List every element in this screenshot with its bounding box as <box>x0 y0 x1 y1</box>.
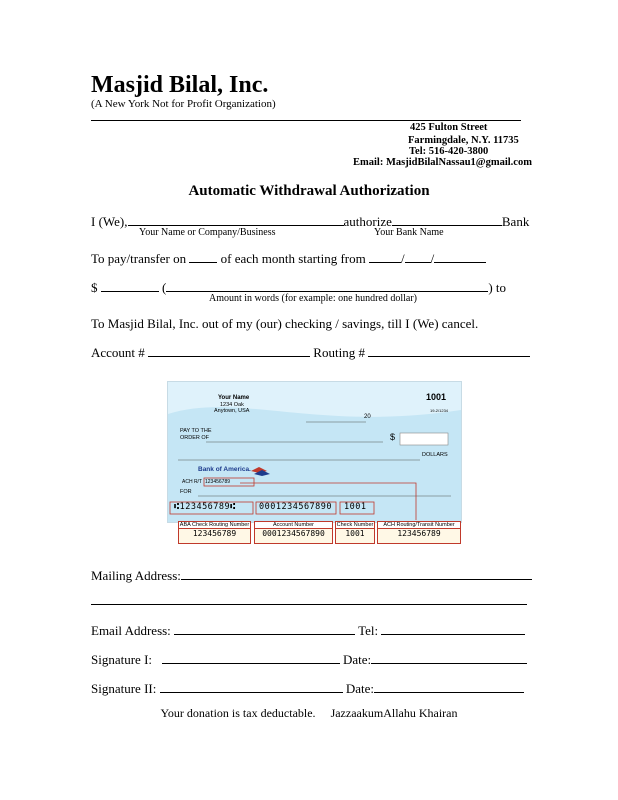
micr-routing: ⑆123456789⑆ <box>174 502 236 512</box>
authorization-statement: To Masjid Bilal, Inc. out of my (our) checking / savings, till I (We) cancel. <box>91 316 479 331</box>
label-ach-routing-title: ACH Routing/Transit Number <box>378 522 460 529</box>
amount-words-field[interactable] <box>166 279 488 292</box>
date-2-field[interactable] <box>374 680 524 693</box>
header-rule <box>91 120 521 121</box>
line3-end: ) to <box>488 280 507 295</box>
check-number: 1001 <box>426 392 447 402</box>
label-ach-routing-value: 123456789 <box>397 529 441 538</box>
email-field[interactable] <box>174 622 355 635</box>
line2-prefix: To pay/transfer on <box>91 251 187 266</box>
day-of-month-field[interactable] <box>189 250 217 263</box>
label-account-number <box>254 521 333 544</box>
check-account-holder: Your Name <box>218 395 250 401</box>
pay-transfer-line: To pay/transfer on of each month starting from / / <box>91 250 486 267</box>
email-tel-line <box>91 622 525 639</box>
dollar-prefix: $ <box>91 280 98 295</box>
line2-mid: of each month starting from <box>220 251 366 266</box>
date-2-label: Date: <box>345 681 374 696</box>
check-fraction: 19-2/1234 <box>430 408 449 413</box>
check-for: FOR <box>180 489 192 495</box>
check-dollars: DOLLARS <box>422 452 448 458</box>
start-month-field[interactable] <box>369 250 401 263</box>
label-account-number-title: Account Number <box>255 522 332 529</box>
check-background <box>168 382 461 522</box>
label-check-number-value: 1001 <box>345 529 365 538</box>
routing-number-field[interactable] <box>368 344 530 357</box>
form-title: Automatic Withdrawal Authorization <box>188 183 430 199</box>
start-year-field[interactable] <box>434 250 486 263</box>
micr-account: 0001234567890 <box>259 502 333 512</box>
signature-1-line <box>91 651 527 668</box>
check-street: 1234 Oak <box>220 402 244 408</box>
label-aba-routing-value: 123456789 <box>192 529 237 538</box>
check-dollar-sign: $ <box>390 432 396 442</box>
footer-tax-note: Your donation is tax deductable. <box>160 706 316 720</box>
micr-check: 1001 <box>344 502 367 512</box>
your-name-field[interactable] <box>128 213 344 226</box>
signature-2-field[interactable] <box>160 680 343 693</box>
account-routing-line <box>91 344 530 361</box>
line1-prefix: I (We), <box>91 214 128 229</box>
check-pay-to: PAY TO THE <box>180 428 212 434</box>
signature-2-line <box>91 680 524 697</box>
line1-end: Bank <box>501 214 530 229</box>
hint-your-name: Your Name or Company/Business <box>139 227 276 238</box>
footer <box>0 706 618 721</box>
org-name: Masjid Bilal, Inc. <box>91 72 269 98</box>
bank-logo: Bank of America. <box>198 466 251 473</box>
label-aba-routing-title: ABA Check Routing Number <box>179 522 250 528</box>
tel-label: Tel: <box>358 623 379 638</box>
label-aba-routing <box>178 521 251 544</box>
line1-mid: authorize <box>343 214 392 229</box>
date-1-field[interactable] <box>371 651 527 664</box>
org-subtitle: (A New York Not for Profit Organization) <box>91 98 276 110</box>
label-check-number <box>335 521 375 544</box>
date-1-label: Date: <box>343 652 372 667</box>
routing-label: Routing # <box>313 345 365 360</box>
org-address-street: 425 Fulton Street <box>410 122 488 133</box>
amount-number-field[interactable] <box>101 279 159 292</box>
amount-line: $ ( ) to <box>91 280 507 295</box>
check-ach-label: ACH R/T <box>182 479 202 485</box>
account-number-field[interactable] <box>148 344 310 357</box>
label-account-number-value: 0001234567890 <box>262 529 325 538</box>
org-phone: Tel: 516-420-3800 <box>409 146 489 157</box>
check-city: Anytown, USA <box>214 408 250 414</box>
check-order-of: ORDER OF <box>180 435 210 441</box>
mailing-label: Mailing Address: <box>91 568 181 583</box>
org-email: Email: MasjidBilalNassau1@gmail.com <box>353 157 532 168</box>
account-label: Account # <box>91 345 145 360</box>
signature-1-label: Signature I: <box>91 652 153 667</box>
org-address-city: Farmingdale, N.Y. 11735 <box>408 135 519 146</box>
label-check-number-title: Check Number <box>336 522 374 528</box>
check-date-prefix: 20 <box>364 414 371 420</box>
start-day-field[interactable] <box>405 250 431 263</box>
sample-check <box>167 381 462 523</box>
check-ach-number: 123456789 <box>205 479 231 485</box>
hint-amount: Amount in words (for example: one hundred dollar) <box>209 293 418 304</box>
tel-field[interactable] <box>381 622 525 635</box>
bank-name-field[interactable] <box>392 213 502 226</box>
mailing-address-field-2[interactable] <box>91 604 527 605</box>
mailing-address-line <box>91 567 532 584</box>
signature-2-label: Signature II: <box>91 681 157 696</box>
mailing-address-field[interactable] <box>181 567 532 580</box>
signature-1-field[interactable] <box>162 651 340 664</box>
label-ach-routing <box>377 521 461 544</box>
footer-blessing: JazzaakumAllahu Khairan <box>330 706 458 720</box>
email-label: Email Address: <box>91 623 171 638</box>
hint-bank-name: Your Bank Name <box>374 227 444 238</box>
